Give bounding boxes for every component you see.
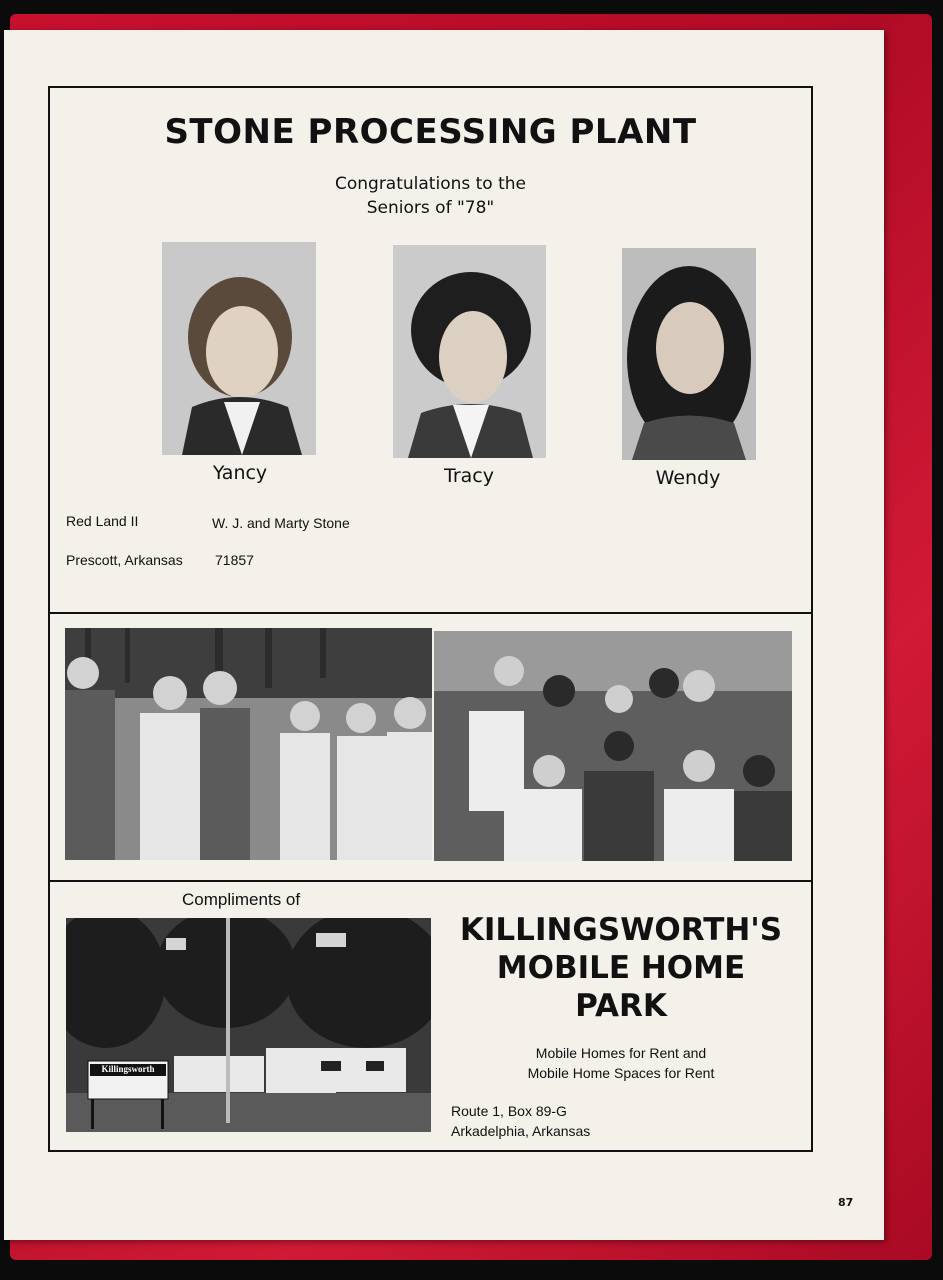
caption-yancy: Yancy <box>212 462 268 484</box>
page-number: 87 <box>838 1196 854 1209</box>
name-line-2: MOBILE HOME <box>496 950 746 986</box>
compliments-of: Compliments of <box>182 890 301 909</box>
city-state: Prescott, Arkansas <box>66 552 183 568</box>
address-city: Arkadelphia, Arkansas <box>451 1123 591 1139</box>
congrats-line-1: Congratulations to the <box>334 174 527 194</box>
congrats-line-2: Seniors of "78" <box>366 198 495 218</box>
portrait-yancy <box>162 242 316 455</box>
zip-code: 71857 <box>215 552 254 568</box>
park-address <box>451 1101 590 1141</box>
address-line-1: Red Land II <box>66 513 139 529</box>
address-route: Route 1, Box 89-G <box>451 1103 567 1119</box>
park-sign-text: Killingsworth <box>101 1064 155 1074</box>
stone-ad-title: STONE PROCESSING PLANT <box>164 112 697 152</box>
services-text <box>440 1043 802 1083</box>
group-photo-right <box>434 631 792 861</box>
caption-wendy: Wendy <box>655 467 721 489</box>
portrait-wendy <box>622 248 756 460</box>
killingsworth-name <box>440 911 802 1025</box>
name-line-1: KILLINGSWORTH'S <box>459 912 783 948</box>
mobile-home-park-photo <box>66 918 431 1132</box>
name-line-3: PARK <box>575 988 667 1024</box>
portrait-tracy <box>393 245 546 458</box>
service-line-1: Mobile Homes for Rent and <box>535 1045 707 1061</box>
group-photo-left <box>65 628 432 860</box>
service-line-2: Mobile Home Spaces for Rent <box>527 1065 715 1081</box>
owners-names: W. J. and Marty Stone <box>212 515 350 531</box>
stone-ad-congrats <box>48 172 813 220</box>
caption-tracy: Tracy <box>444 465 494 487</box>
